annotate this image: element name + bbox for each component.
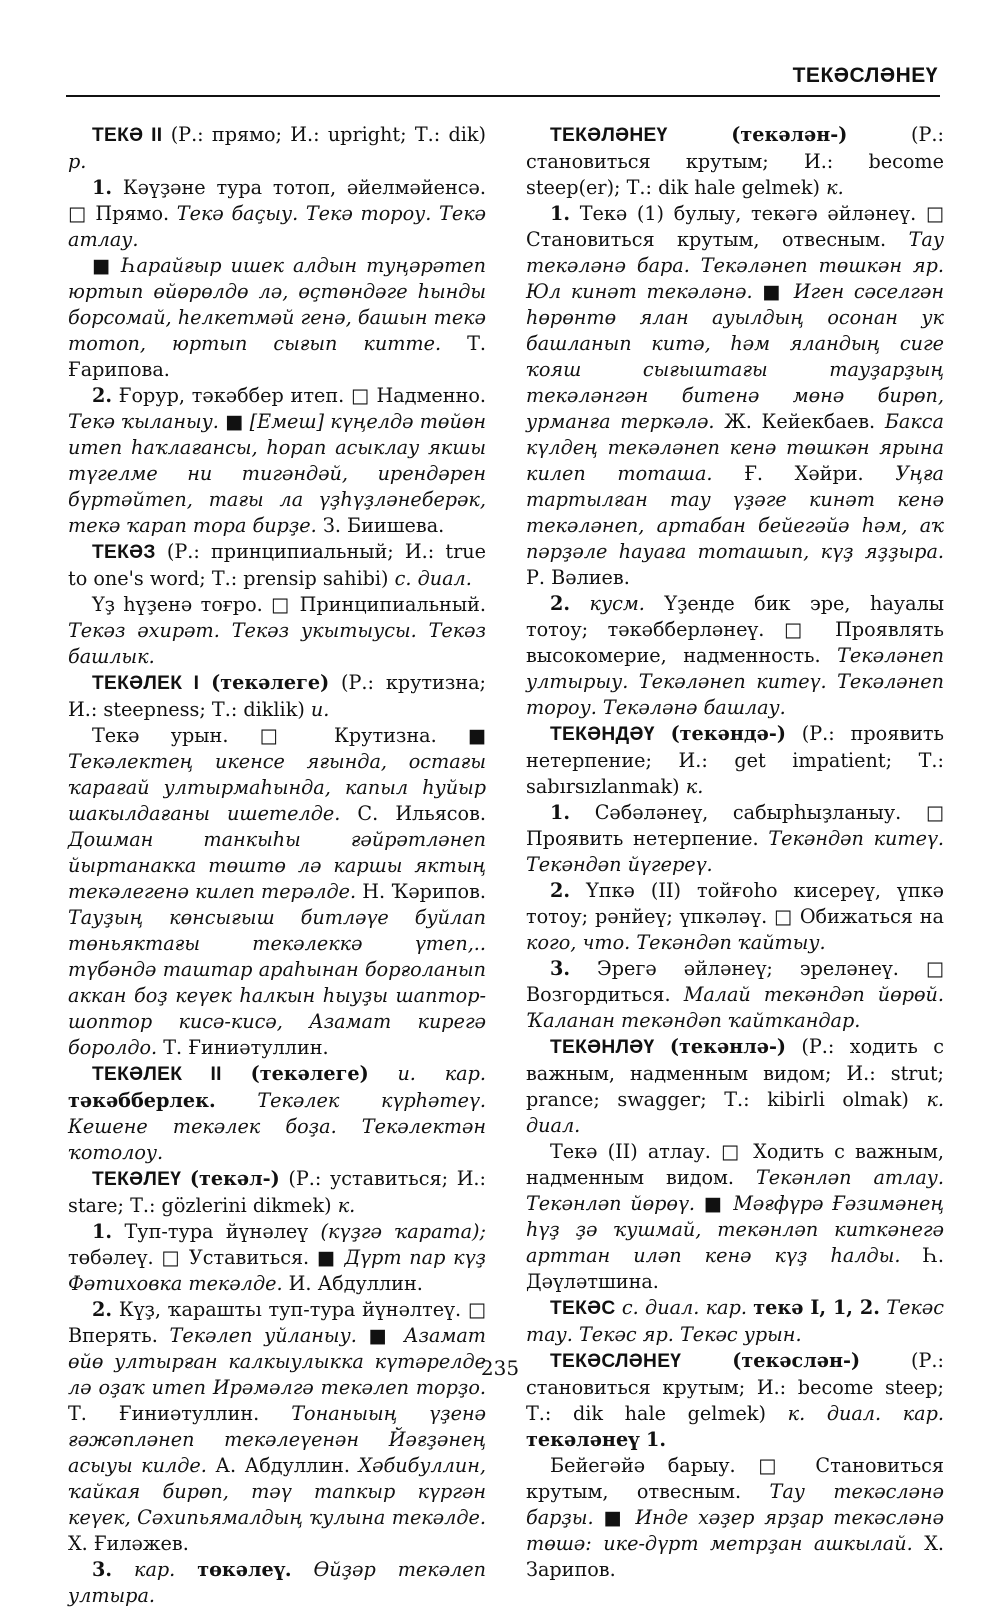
italic-text: к. диал. xyxy=(526,1088,944,1137)
entry-sense xyxy=(68,253,486,383)
example-marker: ■ xyxy=(225,410,250,433)
entry-sense xyxy=(526,591,944,721)
entry-headword: ТЕКӘСЛӘНЕҮ xyxy=(550,1351,682,1372)
bold-text: 2. xyxy=(92,1298,113,1321)
text-run: Бейегәйә барыу. □ Становиться крутым, отвесным. xyxy=(526,1454,944,1503)
text-run xyxy=(175,1558,197,1581)
entry-definition xyxy=(68,1166,486,1219)
bold-text: (текәслән-) xyxy=(732,1349,861,1372)
dictionary-entry xyxy=(68,1061,486,1166)
bold-text: 3. xyxy=(550,957,571,980)
italic-text: Дошман танкыһы ғәйрәтләнеп йыртанакка төштө лә каршы яктың текәлегенә килеп терәлде. xyxy=(68,828,486,903)
text-run: Үпкә (II) тойғоһо кисереү, үпкә тотоу; рәнйеү; үпкәләү. □ Обижаться на xyxy=(526,879,944,928)
bold-text: (текәл-) xyxy=(189,1167,280,1190)
text-run: (Р.: уставиться; И.: stare; Т.: gözlerini dikmek) xyxy=(68,1167,486,1217)
italic-text: Текәлек күрһәтеү. Кешене текәлек боҙа. Текәлектән ҡотолоу. xyxy=(68,1089,486,1164)
italic-text: к. xyxy=(337,1194,356,1217)
example-marker: ■ xyxy=(467,724,486,747)
text-run: Күҙ, ҡараштьı туп-тура йүнәлтеү. □ Вперять. xyxy=(68,1298,486,1347)
italic-text: Бакса күлдең текәләнеп кенә төшкән ярына килеп тоташа. xyxy=(526,410,944,485)
italic-text: Тонаныың үҙенә ғәжәпләнеп текәлеүенән Йәғҙәнең асыуы килде. xyxy=(68,1402,486,1477)
example-marker: ■ xyxy=(603,1506,636,1529)
italic-text: Иген сәселгән һөрөнтө ялан ауылдың осонан ук башланып китә, һәм яландың сиге ҡояш сығыштағы тауҙарҙың текәләнгән битенә мөнә бирөп, урманға теркәлә. xyxy=(526,280,944,433)
text-run: Текә (1) булыу, текәгә әйләнеү. □ Становиться крутым, отвесным. xyxy=(526,202,944,251)
text-run: З. Биишева. xyxy=(316,514,445,537)
entry-sense xyxy=(526,1139,944,1295)
italic-text: Инде хәҙер ярҙар текәсләнә төшә: ике-дүрт метрҙан ашкылай. xyxy=(526,1506,944,1555)
italic-text: Текә баҫыу. Текә тороу. Текә атлау. xyxy=(68,202,487,251)
italic-text: с. диал. кар. xyxy=(621,1296,747,1319)
text-run: (Р.: крутизна; И.: steepness; Т.: diklik) xyxy=(68,671,486,721)
italic-text: Мәғфүрә Ғәзимәнең һүҙ ҙә ҡушмай, текәнләп киткәнегә арттан иләп кенә күҙ һалды. xyxy=(526,1192,945,1267)
dictionary-entry xyxy=(526,1348,944,1583)
italic-text: Тау текәсләнә барҙы. xyxy=(526,1480,944,1529)
bold-text: 2. xyxy=(92,384,113,407)
italic-text: Өйҙәр текәлеп ултыра. xyxy=(68,1558,486,1607)
text-run: Ғ. Хәйри. xyxy=(712,462,896,485)
example-marker: ■ xyxy=(703,1192,734,1215)
entry-definition xyxy=(68,1061,486,1166)
italic-text: Азамат өйө ултырған калкыулыкка күтәрелде лә оҙаҡ итеп Ирәмәлгә текәлеп торҙо. xyxy=(68,1324,486,1399)
text-run: (Р.: становиться крутым; И.: become steep(er); Т.: dik hale gelmek) xyxy=(526,123,944,199)
text-run: Эрегә әйләнеү; эреләнеү. □ Возгордиться. xyxy=(526,957,944,1006)
italic-text: и. кар. xyxy=(397,1062,486,1085)
text-run: Т. Ғиниәтуллин. xyxy=(157,1036,329,1059)
entry-headword: ТЕКӘС xyxy=(550,1298,616,1319)
text-run xyxy=(216,1089,258,1112)
entry-definition xyxy=(68,539,486,592)
text-run: (Р.: проявить нетерпение; И.: get impatient; Т.: sabırsızlanmak) xyxy=(526,722,944,798)
text-run: Ғорур, тәкәббер итеп. □ Надменно. xyxy=(112,384,486,407)
text-run: (Р.: принципиальный; И.: true to one's word; Т.: prensip sahibi) xyxy=(68,540,486,590)
text-run: С. Ильясов. xyxy=(340,802,486,825)
bold-text: 1. xyxy=(550,801,571,824)
bold-text: текәләнеү 1. xyxy=(526,1428,667,1451)
entry-headword: ТЕКӘНДӘҮ xyxy=(550,724,655,745)
entry-sense xyxy=(526,878,944,956)
italic-text: и. xyxy=(310,698,330,721)
text-run: (Р.: прямо; И.: upright; Т.: dik) xyxy=(170,123,486,146)
bold-text: текә I, 1, 2. xyxy=(753,1296,880,1319)
left-column xyxy=(68,122,486,1609)
bold-text: 3. xyxy=(92,1558,113,1581)
entry-sense xyxy=(526,1453,944,1583)
text-run: Үҙенде бик эре, һауалы тотоу; тәкәбберләнеү. □ Проявлять высокомерие, надменность. xyxy=(526,592,944,667)
entry-headword: ТЕКӘНЛӘҮ xyxy=(550,1037,655,1058)
italic-text: Текәс тау. Текәс яр. Текәс урын. xyxy=(526,1296,944,1346)
text-run: И. Абдуллин. xyxy=(282,1272,423,1295)
dictionary-entry xyxy=(526,1034,944,1295)
italic-text: кого, что. Текәндәп ҡайтыу. xyxy=(526,931,826,954)
text-run: Х. Ғиләжев. xyxy=(68,1532,189,1555)
italic-text: Дүрт пар күҙ Фәтиховка текәлде. xyxy=(68,1246,486,1295)
italic-text: Хәбибуллин, ҡайкая бирөп, тәү тапкыр күргән кеүек, Сәхипьямалдың ҡулына текәлде. xyxy=(68,1454,486,1529)
bold-text: (текәнлә-) xyxy=(669,1035,786,1058)
text-run: Һ. Дәүләтшина. xyxy=(526,1244,944,1293)
text-run: (Р.: ходить с важным, надменным видом; И.: strut; prance; swagger; Т.: kibirli olmak) xyxy=(526,1035,944,1111)
text-run: Н. Ҡәрипов. xyxy=(356,880,486,903)
text-run: Текә урын. □ Крутизна. xyxy=(92,724,468,747)
italic-text: Уңға тартылған тау үҙәге кинәт кенә текәләнеп, артабан бейегәйә һәм, аҡ пәрҙәле һауаға тоташып, күҙ яҙҙыра. xyxy=(526,462,944,563)
entry-headword: ТЕКӘЗ xyxy=(92,542,156,563)
bold-text: 2. xyxy=(550,592,571,615)
entry-sense xyxy=(68,175,486,253)
dictionary-entry xyxy=(68,670,486,1061)
italic-text: кар. xyxy=(134,1558,176,1581)
entry-sense xyxy=(526,800,944,878)
text-run: А. Абдуллин. xyxy=(206,1454,359,1477)
italic-text: Һарайғыр ишек алдын туңәрәтеп юртып өйөрөлдө лә, өҫтөндәге һынды борсомай, һелкетмәй генә, башын текә тотоп, юртып сығып китте. xyxy=(68,254,486,355)
text-run: Үҙ һүҙенә тоғро. □ Принципиальный. xyxy=(92,593,486,616)
dictionary-entry xyxy=(68,539,486,670)
italic-text: Тауҙың көнсығыш битләүе буйлап төньяктағы текәлеккә үтеп,.. түбәндә таштар араһынан борғоланып аккан боҙ кеүек һалкын һыуҙы шаптор-шоптор кисә-кисә, Азамат кирегә боролдо. xyxy=(68,906,486,1059)
italic-text: Текәләнеп ултырыу. Текәләнеп китеү. Текәләнеп тороу. Текәләнә башлау. xyxy=(526,644,944,719)
dictionary-entry xyxy=(526,1295,944,1348)
entry-sense xyxy=(526,201,944,591)
entry-headword: ТЕКӘЛЕК I xyxy=(92,673,200,694)
bold-text: 1. xyxy=(92,1220,113,1243)
italic-text: Текәз әхирәт. Текәз укытыусы. Текәз башлык. xyxy=(68,619,486,668)
text-run xyxy=(570,592,590,615)
italic-text: кусм. xyxy=(589,592,645,615)
text-run: Р. Вәлиев. xyxy=(526,566,630,589)
entry-definition xyxy=(526,721,944,800)
entry-definition xyxy=(68,122,486,175)
text-run xyxy=(292,1558,314,1581)
bold-text: (текәлеге) xyxy=(250,1062,369,1085)
entry-headword: ТЕКӘЛЕК II xyxy=(92,1064,222,1085)
example-marker: ■ xyxy=(762,280,794,303)
entry-sense xyxy=(68,383,486,539)
bold-text: тәкәбберлек. xyxy=(68,1089,216,1112)
text-run: Туп-тура йүнәлеү xyxy=(112,1220,321,1243)
text-run xyxy=(369,1062,398,1085)
text-run: төбәлеү. □ Уставиться. xyxy=(68,1246,317,1269)
dictionary-entry xyxy=(68,1166,486,1609)
entry-sense xyxy=(68,1557,486,1609)
running-head: ТЕКӘСЛӘНЕҮ xyxy=(792,64,938,87)
italic-text: Тау текәләнә бара. Текәләнеп төшкән яр. Юл кинәт текәләнә. xyxy=(526,228,944,303)
entry-sense xyxy=(68,1219,486,1297)
entry-definition xyxy=(526,122,944,201)
text-run: Кәүҙәне тура тотоп, әйелмәйенсә. □ Прямо. xyxy=(68,176,486,225)
entry-sense xyxy=(68,1297,486,1557)
bold-text: 1. xyxy=(92,176,113,199)
text-run xyxy=(112,1558,134,1581)
entry-definition xyxy=(526,1295,944,1348)
italic-text: р. xyxy=(68,150,87,173)
italic-text: Текә ҡыланыу. xyxy=(68,410,226,433)
text-run: Т. Ғиниәтуллин. xyxy=(68,1402,292,1425)
example-marker: ■ xyxy=(368,1324,405,1347)
bold-text: (текәндә-) xyxy=(670,722,786,745)
text-run: Сәбәләнеү, сабырһыҙланыу. □ Проявить нетерпение. xyxy=(526,801,944,850)
text-run: (Р.: становиться крутым; И.: become steep; Т.: dik hale gelmek) xyxy=(526,1349,944,1425)
italic-text: [Емеш] күңелдә төйөн итеп һаҡлағансы, һорап асыклау якшы түгелме ни тигәндәй, ирендәрен бүртәйтеп, тағы ла үҙһүҙләнеберәк, текә ҡарап тора бирҙе. xyxy=(68,410,487,537)
italic-text: Текәндәп китеү. Текәндәп йүгереү. xyxy=(526,827,945,876)
text-run: Ж. Кейекбаев. xyxy=(714,410,885,433)
bold-text: 1. xyxy=(550,202,571,225)
text-run: Т. Ғарипова. xyxy=(68,332,486,381)
entry-headword: ТЕКӘЛЕҮ xyxy=(92,1169,182,1190)
bold-text: 2. xyxy=(550,879,571,902)
bold-text: (текәлеге) xyxy=(211,671,330,694)
dictionary-entry xyxy=(526,721,944,1034)
italic-text: Малай текәндәп йөрөй. Ҡаланан текәндәп ҡайткандар. xyxy=(526,983,944,1032)
page-number: 235 xyxy=(480,1356,520,1380)
italic-text: к. xyxy=(826,176,844,199)
entry-definition xyxy=(68,670,486,723)
example-marker: ■ xyxy=(92,254,123,277)
entry-definition xyxy=(526,1034,944,1139)
italic-text: Текәлеп уйланыу. xyxy=(169,1324,369,1347)
italic-text: (күҙгә ҡарата); xyxy=(320,1220,486,1243)
entry-sense xyxy=(526,956,944,1034)
entry-sense xyxy=(68,723,486,1061)
entry-headword: ТЕКӘ II xyxy=(92,125,163,146)
text-run: Х. Зарипов. xyxy=(526,1532,944,1581)
italic-text: к. xyxy=(685,775,704,798)
text-run: Текә (II) атлау. □ Ходить с важным, надменным видом. xyxy=(526,1140,944,1189)
bold-text: (текәлән-) xyxy=(731,123,848,146)
bold-text: төкәлеү. xyxy=(197,1558,292,1581)
italic-text: к. диал. кар. xyxy=(787,1402,945,1425)
italic-text: Текәнләп атлау. Текәнләп йөрөү. xyxy=(526,1166,944,1215)
entry-sense xyxy=(68,592,486,670)
header-rule xyxy=(66,95,940,97)
dictionary-entry xyxy=(68,122,486,539)
entry-headword: ТЕКӘЛӘНЕҮ xyxy=(550,125,668,146)
dictionary-entry xyxy=(526,122,944,721)
example-marker: ■ xyxy=(316,1246,345,1269)
italic-text: с. диал. xyxy=(394,567,472,590)
italic-text: Текәлектең икенсе яғында, остағы ҡарағай ултырмаһында, капыл һуйыр шакылдағаны ишетелде. xyxy=(68,750,486,825)
